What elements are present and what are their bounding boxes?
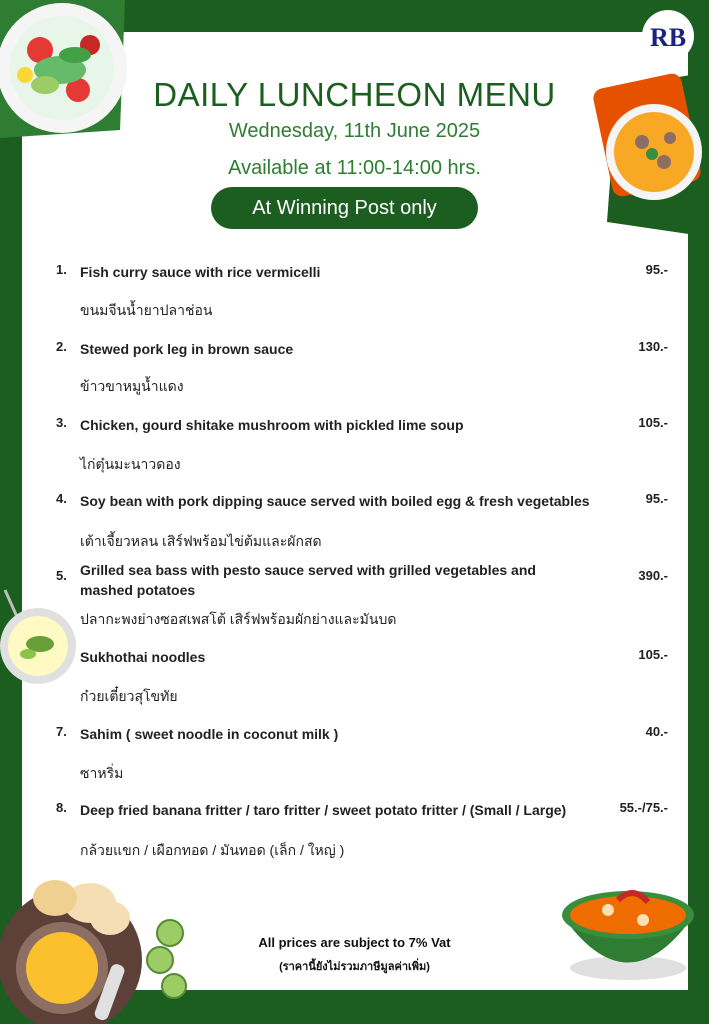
item-price: 105.-	[638, 415, 668, 430]
item-name-th: ข้าวขาหมูน้ำแดง	[80, 378, 184, 394]
item-name-en: Fish curry sauce with rice vermicelli	[80, 264, 321, 280]
item-name-th: เต้าเจี้ยวหลน เสิร์ฟพร้อมไข่ต้มและผักสด	[80, 533, 322, 549]
item-number: 2.	[56, 339, 67, 354]
svg-text:RB: RB	[649, 23, 687, 52]
item-name-th: ไก่ตุ๋นมะนาวดอง	[80, 456, 181, 472]
item-price: 95.-	[645, 262, 668, 277]
item-name-en: Sukhothai noodles	[80, 649, 206, 665]
item-name-th: ก๋วยเตี๋ยวสุโขทัย	[80, 688, 178, 704]
coconut-drink-icon	[0, 588, 82, 698]
menu-date: Wednesday, 11th June 2025	[228, 120, 481, 142]
item-name-en: Chicken, gourd shitake mushroom with pickled lime soup	[80, 417, 464, 433]
item-name-en: Soy bean with pork dipping sauce served with boiled egg & fresh vegetables	[80, 493, 590, 509]
item-name-en: Stewed pork leg in brown sauce	[80, 341, 294, 357]
item-name-en: Sahim ( sweet noodle in coconut milk )	[80, 726, 339, 742]
item-number: 4.	[56, 491, 67, 506]
item-number: 8.	[56, 800, 67, 815]
item-price: 40.-	[645, 724, 668, 739]
vat-note-thai: (ราคานี้ยังไม่รวมภาษีมูลค่าเพิ่ม)	[279, 961, 430, 973]
menu-hours: Available at 11:00-14:00 hrs.	[228, 157, 481, 179]
item-name-th: ปลากะพงย่างซอสเพสโต้ เสิร์ฟพร้อมผักย่างและมันบด	[80, 611, 397, 627]
logo-icon	[640, 10, 696, 62]
vat-note: All prices are subject to 7% Vat	[258, 935, 451, 950]
item-name-th: กล้วยแขก / เผือกทอด / มันทอด (เล็ก / ใหญ่ )	[80, 842, 345, 858]
item-price: 95.-	[645, 491, 668, 506]
item-number: 3.	[56, 415, 67, 430]
item-name-en: Deep fried banana fritter / taro fritter / sweet potato fritter / (Small / Large)	[80, 802, 567, 818]
item-number: 5.	[56, 568, 67, 583]
item-name-en: Grilled sea bass with pesto sauce served with grilled vegetables and mashed potatoes	[80, 562, 536, 598]
item-price: 130.-	[638, 339, 668, 354]
item-price: 105.-	[638, 647, 668, 662]
item-price: 390.-	[638, 568, 668, 583]
item-name-th: ขนมจีนน้ำยาปลาช่อน	[80, 302, 213, 318]
salad-bowl-icon	[0, 0, 130, 140]
location-badge: At Winning Post only	[211, 187, 478, 229]
item-number: 1.	[56, 262, 67, 277]
item-name-th: ซาหริ่ม	[80, 765, 124, 781]
menu-title: DAILY LUNCHEON MENU	[153, 76, 556, 113]
item-number: 7.	[56, 724, 67, 739]
item-price: 55.-/75.-	[619, 800, 668, 815]
